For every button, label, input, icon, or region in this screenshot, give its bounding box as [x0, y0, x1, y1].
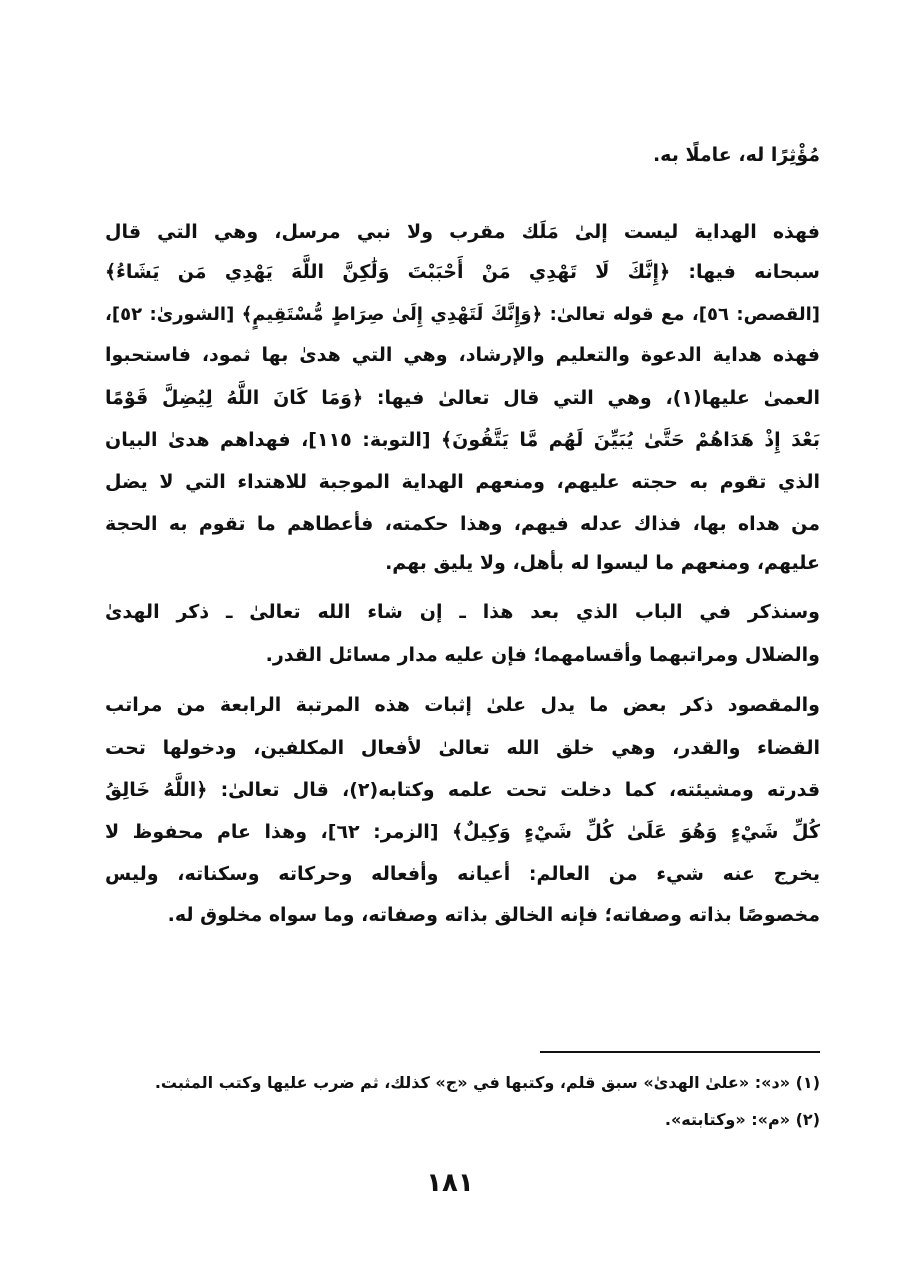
text-line: مخصوصًا بذاته وصفاته؛ فإنه الخالق بذاته وصفاته، وما سواه مخلوق له.: [167, 904, 820, 926]
page-number: ١٨١: [426, 1168, 474, 1198]
text-line: القضاء والقدر، وهي خلق الله تعالىٰ لأفعال المكلفين، ودخولها تحت: [105, 737, 820, 759]
text-line: قدرته ومشيئته، كما دخلت تحت علمه وكتابه(٢)، قال تعالىٰ: ﴿اللَّهُ خَالِقُ: [105, 779, 821, 801]
footnote-divider: [540, 1051, 820, 1053]
text-line: عليهم، ومنعهم ما ليسوا له بأهل، ولا يليق بهم.: [385, 552, 820, 574]
text-line: فهذه الهداية ليست إلىٰ مَلَك مقرب ولا نبي مرسل، وهي التي قال: [105, 221, 820, 243]
text-line: وسنذكر في الباب الذي بعد هذا ـ إن شاء الله تعالىٰ ـ ذكر الهدىٰ: [105, 601, 820, 623]
text-line: يخرج عنه شيء من العالم: أعيانه وأفعاله وحركاته وسكناته، وليس: [105, 863, 820, 885]
text-line: فهذه هداية الدعوة والتعليم والإرشاد، وهي التي هدىٰ بها ثمود، فاستحبوا: [105, 344, 820, 366]
text-line: العمىٰ عليها(١)، وهي التي قال تعالىٰ فيها: ﴿وَمَا كَانَ اللَّهُ لِيُضِلَّ قَوْمًا: [105, 387, 820, 409]
text-line: والمقصود ذكر بعض ما يدل علىٰ إثبات هذه المرتبة الرابعة من مراتب: [105, 694, 820, 716]
text-line: من هداه بها، فذاك عدله فيهم، وهذا حكمته، فأعطاهم ما تقوم به الحجة: [105, 513, 820, 535]
text-line: بَعْدَ إِذْ هَدَاهُمْ حَتَّىٰ يُبَيِّنَ لَهُم مَّا يَتَّقُونَ﴾ [التوبة: ١١٥]، فهداهم هدىٰ البيان: [105, 429, 820, 451]
text-line: والضلال ومراتبهما وأقسامهما؛ فإن عليه مدار مسائل القدر.: [265, 644, 820, 666]
text-line: سبحانه فيها: ﴿إِنَّكَ لَا تَهْدِي مَنْ أَحْبَبْتَ وَلَٰكِنَّ اللَّهَ يَهْدِي مَن يَشَاءُ﴾: [105, 261, 820, 283]
footnote: (٢) «م»: «وكتابته».: [664, 1110, 820, 1129]
text-line: مُؤْثِرًا له، عاملًا به.: [652, 144, 820, 166]
text-line: [القصص: ٥٦]، مع قوله تعالىٰ: ﴿وَإِنَّكَ لَتَهْدِي إِلَىٰ صِرَاطٍ مُّسْتَقِيمٍ﴾ [الشورىٰ: ٥٢]،: [105, 304, 820, 325]
text-line: كُلِّ شَيْءٍ وَهُوَ عَلَىٰ كُلِّ شَيْءٍ وَكِيلٌ﴾ [الزمر: ٦٢]، وهذا عام محفوظ لا: [105, 821, 820, 843]
text-line: الذي تقوم به حجته عليهم، ومنعهم الهداية الموجبة للاهتداء التي لا يضل: [105, 471, 820, 493]
footnote: (١) «د»: «علىٰ الهدىٰ» سبق قلم، وكتبها في «ج» كذلك، ثم ضرب عليها وكتب المثبت.: [154, 1073, 820, 1092]
